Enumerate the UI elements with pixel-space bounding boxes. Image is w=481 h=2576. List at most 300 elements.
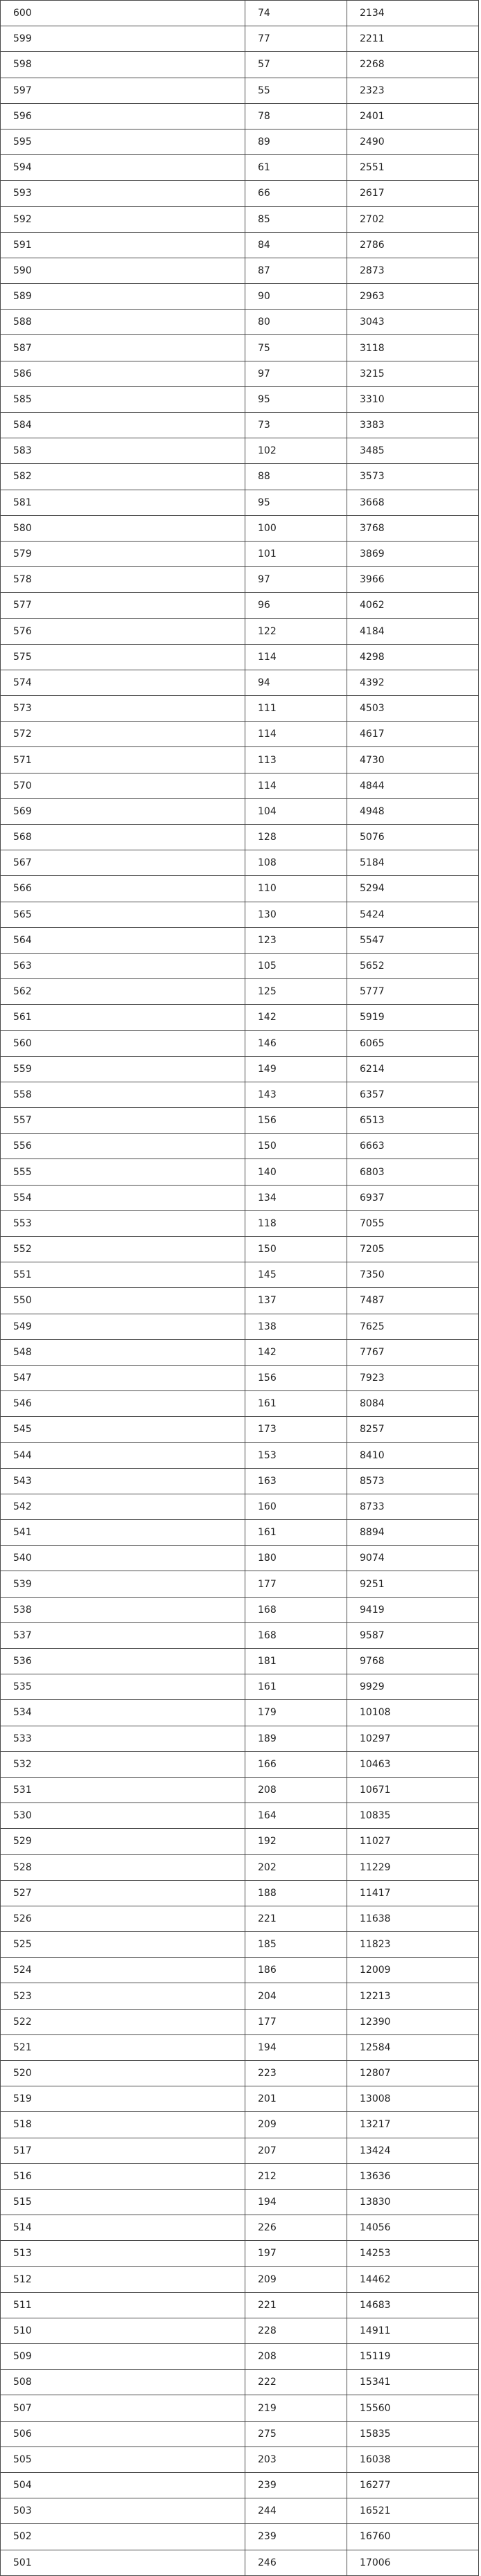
table-row: [1, 747, 479, 773]
score-cell: 536: [1, 1649, 245, 1674]
cumulative-cell: 16038: [347, 2447, 479, 2472]
count-cell: 108: [245, 850, 347, 876]
score-cell: 533: [1, 1726, 245, 1751]
count-cell: 113: [245, 747, 347, 773]
count-cell: 88: [245, 464, 347, 490]
count-cell: 57: [245, 52, 347, 78]
score-cell: 574: [1, 670, 245, 695]
cumulative-cell: 10671: [347, 1777, 479, 1803]
cumulative-cell: 17006: [347, 2550, 479, 2575]
table-row: [1, 1134, 479, 1159]
count-cell: 246: [245, 2550, 347, 2575]
score-cell: 562: [1, 979, 245, 1005]
table-row: [1, 2163, 479, 2189]
count-cell: 177: [245, 1571, 347, 1597]
table-row: [1, 927, 479, 953]
table-row: [1, 2395, 479, 2421]
cumulative-cell: 2490: [347, 129, 479, 154]
count-cell: 111: [245, 696, 347, 722]
score-cell: 520: [1, 2061, 245, 2086]
score-cell: 519: [1, 2086, 245, 2112]
score-cell: 561: [1, 1005, 245, 1030]
score-cell: 570: [1, 773, 245, 798]
cumulative-cell: 5294: [347, 876, 479, 902]
score-cell: 584: [1, 413, 245, 438]
cumulative-cell: 4503: [347, 696, 479, 722]
count-cell: 173: [245, 1417, 347, 1442]
score-cell: 546: [1, 1391, 245, 1417]
count-cell: 226: [245, 2215, 347, 2241]
count-cell: 104: [245, 798, 347, 824]
cumulative-cell: 2211: [347, 26, 479, 52]
count-cell: 185: [245, 1932, 347, 1958]
count-cell: 189: [245, 1726, 347, 1751]
score-cell: 590: [1, 258, 245, 283]
cumulative-cell: 7205: [347, 1237, 479, 1262]
score-cell: 515: [1, 2189, 245, 2215]
cumulative-cell: 16277: [347, 2473, 479, 2498]
count-cell: 197: [245, 2241, 347, 2266]
score-cell: 543: [1, 1468, 245, 1494]
score-cell: 513: [1, 2241, 245, 2266]
score-cell: 593: [1, 181, 245, 206]
score-cell: 597: [1, 78, 245, 103]
table-row: [1, 1314, 479, 1339]
count-cell: 84: [245, 232, 347, 258]
table-row: [1, 1803, 479, 1829]
table-row: [1, 1854, 479, 1880]
count-cell: 156: [245, 1365, 347, 1390]
count-cell: 150: [245, 1134, 347, 1159]
cumulative-cell: 6214: [347, 1056, 479, 1082]
table-row: [1, 773, 479, 798]
table-row: [1, 1082, 479, 1107]
table-row: [1, 567, 479, 593]
cumulative-cell: 9419: [347, 1597, 479, 1622]
score-cell: 521: [1, 2034, 245, 2060]
score-cell: 579: [1, 541, 245, 566]
score-cell: 585: [1, 386, 245, 412]
score-cell: 551: [1, 1262, 245, 1288]
cumulative-cell: 6357: [347, 1082, 479, 1107]
score-cell: 503: [1, 2498, 245, 2524]
count-cell: 142: [245, 1339, 347, 1365]
count-cell: 102: [245, 438, 347, 464]
table-row: [1, 386, 479, 412]
count-cell: 137: [245, 1288, 347, 1314]
score-cell: 556: [1, 1134, 245, 1159]
table-row: [1, 284, 479, 310]
score-cell: 544: [1, 1442, 245, 1468]
score-cell: 525: [1, 1932, 245, 1958]
count-cell: 66: [245, 181, 347, 206]
score-cell: 502: [1, 2524, 245, 2550]
score-cell: 592: [1, 206, 245, 232]
count-cell: 180: [245, 1546, 347, 1571]
cumulative-cell: 3043: [347, 310, 479, 335]
table-row: [1, 1288, 479, 1314]
table-row: [1, 1700, 479, 1726]
count-cell: 87: [245, 258, 347, 283]
score-cell: 558: [1, 1082, 245, 1107]
count-cell: 186: [245, 1958, 347, 1983]
table-row: [1, 413, 479, 438]
table-row: [1, 1391, 479, 1417]
score-cell: 587: [1, 335, 245, 361]
cumulative-cell: 10297: [347, 1726, 479, 1751]
table-row: [1, 1417, 479, 1442]
score-cell: 583: [1, 438, 245, 464]
table-row: [1, 1751, 479, 1777]
table-row: [1, 696, 479, 722]
score-cell: 554: [1, 1185, 245, 1210]
count-cell: 208: [245, 2344, 347, 2370]
table-row: [1, 1546, 479, 1571]
count-cell: 212: [245, 2163, 347, 2189]
table-row: [1, 2447, 479, 2472]
cumulative-cell: 10835: [347, 1803, 479, 1829]
count-cell: 161: [245, 1520, 347, 1546]
score-cell: 547: [1, 1365, 245, 1390]
table-row: [1, 464, 479, 490]
cumulative-cell: 3966: [347, 567, 479, 593]
table-row: [1, 1237, 479, 1262]
score-cell: 586: [1, 361, 245, 386]
table-row: [1, 798, 479, 824]
count-cell: 123: [245, 927, 347, 953]
table-row: [1, 2473, 479, 2498]
count-cell: 105: [245, 953, 347, 978]
cumulative-cell: 3310: [347, 386, 479, 412]
count-cell: 118: [245, 1210, 347, 1236]
score-cell: 548: [1, 1339, 245, 1365]
cumulative-cell: 7625: [347, 1314, 479, 1339]
cumulative-cell: 2873: [347, 258, 479, 283]
count-cell: 78: [245, 103, 347, 129]
table-row: [1, 541, 479, 566]
count-cell: 207: [245, 2138, 347, 2163]
count-cell: 122: [245, 618, 347, 644]
table-row: [1, 1262, 479, 1288]
table-row: [1, 129, 479, 154]
score-cell: 578: [1, 567, 245, 593]
table-row: [1, 26, 479, 52]
score-cell: 501: [1, 2550, 245, 2575]
score-cell: 528: [1, 1854, 245, 1880]
score-cell: 549: [1, 1314, 245, 1339]
cumulative-cell: 7923: [347, 1365, 479, 1390]
cumulative-cell: 12807: [347, 2061, 479, 2086]
table-row: [1, 902, 479, 927]
count-cell: 208: [245, 1777, 347, 1803]
table-row: [1, 722, 479, 747]
cumulative-cell: 5076: [347, 825, 479, 850]
table-row: [1, 644, 479, 670]
table-row: [1, 2318, 479, 2343]
count-cell: 75: [245, 335, 347, 361]
cumulative-cell: 13636: [347, 2163, 479, 2189]
count-cell: 100: [245, 515, 347, 541]
score-cell: 572: [1, 722, 245, 747]
cumulative-cell: 6065: [347, 1030, 479, 1056]
table-row: [1, 155, 479, 181]
cumulative-cell: 4298: [347, 644, 479, 670]
score-cell: 524: [1, 1958, 245, 1983]
score-cell: 508: [1, 2370, 245, 2395]
cumulative-cell: 15341: [347, 2370, 479, 2395]
table-row: [1, 1932, 479, 1958]
cumulative-cell: 5652: [347, 953, 479, 978]
score-cell: 565: [1, 902, 245, 927]
cumulative-cell: 8410: [347, 1442, 479, 1468]
score-cell: 557: [1, 1108, 245, 1134]
table-row: [1, 2086, 479, 2112]
count-cell: 166: [245, 1751, 347, 1777]
count-cell: 156: [245, 1108, 347, 1134]
count-cell: 55: [245, 78, 347, 103]
cumulative-cell: 4062: [347, 593, 479, 618]
cumulative-cell: 8257: [347, 1417, 479, 1442]
count-cell: 90: [245, 284, 347, 310]
table-row: [1, 1, 479, 26]
table-row: [1, 876, 479, 902]
cumulative-cell: 3768: [347, 515, 479, 541]
cumulative-cell: 3215: [347, 361, 479, 386]
cumulative-cell: 14911: [347, 2318, 479, 2343]
score-cell: 569: [1, 798, 245, 824]
cumulative-cell: 12009: [347, 1958, 479, 1983]
count-cell: 128: [245, 825, 347, 850]
table-row: [1, 2370, 479, 2395]
table-row: [1, 2215, 479, 2241]
cumulative-cell: 12390: [347, 2009, 479, 2034]
count-cell: 149: [245, 1056, 347, 1082]
count-cell: 202: [245, 1854, 347, 1880]
cumulative-cell: 2617: [347, 181, 479, 206]
cumulative-cell: 9768: [347, 1649, 479, 1674]
score-cell: 553: [1, 1210, 245, 1236]
score-cell: 589: [1, 284, 245, 310]
score-cell: 545: [1, 1417, 245, 1442]
count-cell: 201: [245, 2086, 347, 2112]
count-cell: 142: [245, 1005, 347, 1030]
cumulative-cell: 15119: [347, 2344, 479, 2370]
table-row: [1, 1983, 479, 2009]
score-cell: 526: [1, 1906, 245, 1931]
table-row: [1, 593, 479, 618]
score-cell: 523: [1, 1983, 245, 2009]
score-cell: 517: [1, 2138, 245, 2163]
cumulative-cell: 6937: [347, 1185, 479, 1210]
table-row: [1, 1442, 479, 1468]
cumulative-cell: 3573: [347, 464, 479, 490]
count-cell: 114: [245, 644, 347, 670]
count-cell: 73: [245, 413, 347, 438]
count-cell: 219: [245, 2395, 347, 2421]
cumulative-cell: 4617: [347, 722, 479, 747]
count-cell: 96: [245, 593, 347, 618]
table-row: [1, 1958, 479, 1983]
count-cell: 221: [245, 1906, 347, 1931]
cumulative-cell: 11638: [347, 1906, 479, 1931]
score-cell: 575: [1, 644, 245, 670]
count-cell: 164: [245, 1803, 347, 1829]
cumulative-cell: 3485: [347, 438, 479, 464]
count-cell: 145: [245, 1262, 347, 1288]
table-row: [1, 1777, 479, 1803]
cumulative-cell: 8733: [347, 1494, 479, 1519]
count-cell: 89: [245, 129, 347, 154]
score-cell: 541: [1, 1520, 245, 1546]
count-cell: 209: [245, 2266, 347, 2292]
cumulative-cell: 2401: [347, 103, 479, 129]
score-cell: 534: [1, 1700, 245, 1726]
score-cell: 518: [1, 2112, 245, 2138]
count-cell: 125: [245, 979, 347, 1005]
table-row: [1, 1468, 479, 1494]
score-cell: 522: [1, 2009, 245, 2034]
count-cell: 77: [245, 26, 347, 52]
score-cell: 539: [1, 1571, 245, 1597]
table-row: [1, 1185, 479, 1210]
cumulative-cell: 12213: [347, 1983, 479, 2009]
cumulative-cell: 6513: [347, 1108, 479, 1134]
cumulative-cell: 4948: [347, 798, 479, 824]
count-cell: 179: [245, 1700, 347, 1726]
score-cell: 576: [1, 618, 245, 644]
count-cell: 194: [245, 2189, 347, 2215]
count-cell: 239: [245, 2524, 347, 2550]
cumulative-cell: 9587: [347, 1622, 479, 1648]
count-cell: 138: [245, 1314, 347, 1339]
count-cell: 163: [245, 1468, 347, 1494]
cumulative-cell: 15560: [347, 2395, 479, 2421]
cumulative-cell: 7055: [347, 1210, 479, 1236]
table-row: [1, 1829, 479, 1854]
table-row: [1, 515, 479, 541]
table-row: [1, 1880, 479, 1906]
table-row: [1, 1494, 479, 1519]
cumulative-cell: 9074: [347, 1546, 479, 1571]
cumulative-cell: 11229: [347, 1854, 479, 1880]
cumulative-cell: 9251: [347, 1571, 479, 1597]
score-cell: 591: [1, 232, 245, 258]
table-row: [1, 78, 479, 103]
count-cell: 114: [245, 773, 347, 798]
table-row: [1, 181, 479, 206]
cumulative-cell: 4184: [347, 618, 479, 644]
cumulative-cell: 2551: [347, 155, 479, 181]
table-row: [1, 232, 479, 258]
table-row: [1, 1365, 479, 1390]
count-cell: 140: [245, 1159, 347, 1185]
count-cell: 143: [245, 1082, 347, 1107]
score-cell: 509: [1, 2344, 245, 2370]
table-row: [1, 2112, 479, 2138]
count-cell: 134: [245, 1185, 347, 1210]
score-cell: 596: [1, 103, 245, 129]
cumulative-cell: 12584: [347, 2034, 479, 2060]
count-cell: 94: [245, 670, 347, 695]
table-row: [1, 850, 479, 876]
cumulative-cell: 2702: [347, 206, 479, 232]
score-cell: 511: [1, 2292, 245, 2318]
count-cell: 161: [245, 1391, 347, 1417]
cumulative-cell: 11027: [347, 1829, 479, 1854]
table-row: [1, 2524, 479, 2550]
table-row: [1, 2498, 479, 2524]
cumulative-cell: 16760: [347, 2524, 479, 2550]
count-cell: 222: [245, 2370, 347, 2395]
count-cell: 168: [245, 1597, 347, 1622]
cumulative-cell: 6663: [347, 1134, 479, 1159]
cumulative-cell: 14056: [347, 2215, 479, 2241]
count-cell: 223: [245, 2061, 347, 2086]
score-cell: 506: [1, 2421, 245, 2447]
score-cell: 532: [1, 1751, 245, 1777]
count-cell: 95: [245, 490, 347, 515]
cumulative-cell: 2134: [347, 1, 479, 26]
table-row: [1, 1571, 479, 1597]
score-cell: 600: [1, 1, 245, 26]
score-cell: 552: [1, 1237, 245, 1262]
score-cell: 507: [1, 2395, 245, 2421]
table-row: [1, 1108, 479, 1134]
table-row: [1, 1520, 479, 1546]
count-cell: 80: [245, 310, 347, 335]
cumulative-cell: 10463: [347, 1751, 479, 1777]
cumulative-cell: 2963: [347, 284, 479, 310]
cumulative-cell: 16521: [347, 2498, 479, 2524]
count-cell: 97: [245, 567, 347, 593]
count-cell: 114: [245, 722, 347, 747]
table-row: [1, 2550, 479, 2575]
table-row: [1, 825, 479, 850]
count-cell: 275: [245, 2421, 347, 2447]
score-cell: 580: [1, 515, 245, 541]
score-cell: 581: [1, 490, 245, 515]
table-row: [1, 310, 479, 335]
table-row: [1, 1597, 479, 1622]
count-cell: 110: [245, 876, 347, 902]
count-cell: 101: [245, 541, 347, 566]
table-row: [1, 2189, 479, 2215]
table-row: [1, 1030, 479, 1056]
score-cell: 527: [1, 1880, 245, 1906]
score-cell: 577: [1, 593, 245, 618]
count-cell: 228: [245, 2318, 347, 2343]
table-row: [1, 438, 479, 464]
score-cell: 540: [1, 1546, 245, 1571]
cumulative-cell: 11417: [347, 1880, 479, 1906]
score-cell: 505: [1, 2447, 245, 2472]
cumulative-cell: 13424: [347, 2138, 479, 2163]
cumulative-cell: 5424: [347, 902, 479, 927]
score-cell: 510: [1, 2318, 245, 2343]
cumulative-cell: 6803: [347, 1159, 479, 1185]
table-row: [1, 2138, 479, 2163]
table-row: [1, 1906, 479, 1931]
count-cell: 146: [245, 1030, 347, 1056]
score-cell: 504: [1, 2473, 245, 2498]
count-cell: 221: [245, 2292, 347, 2318]
count-cell: 181: [245, 1649, 347, 1674]
cumulative-cell: 2323: [347, 78, 479, 103]
cumulative-cell: 4730: [347, 747, 479, 773]
count-cell: 150: [245, 1237, 347, 1262]
score-cell: 567: [1, 850, 245, 876]
cumulative-cell: 2786: [347, 232, 479, 258]
